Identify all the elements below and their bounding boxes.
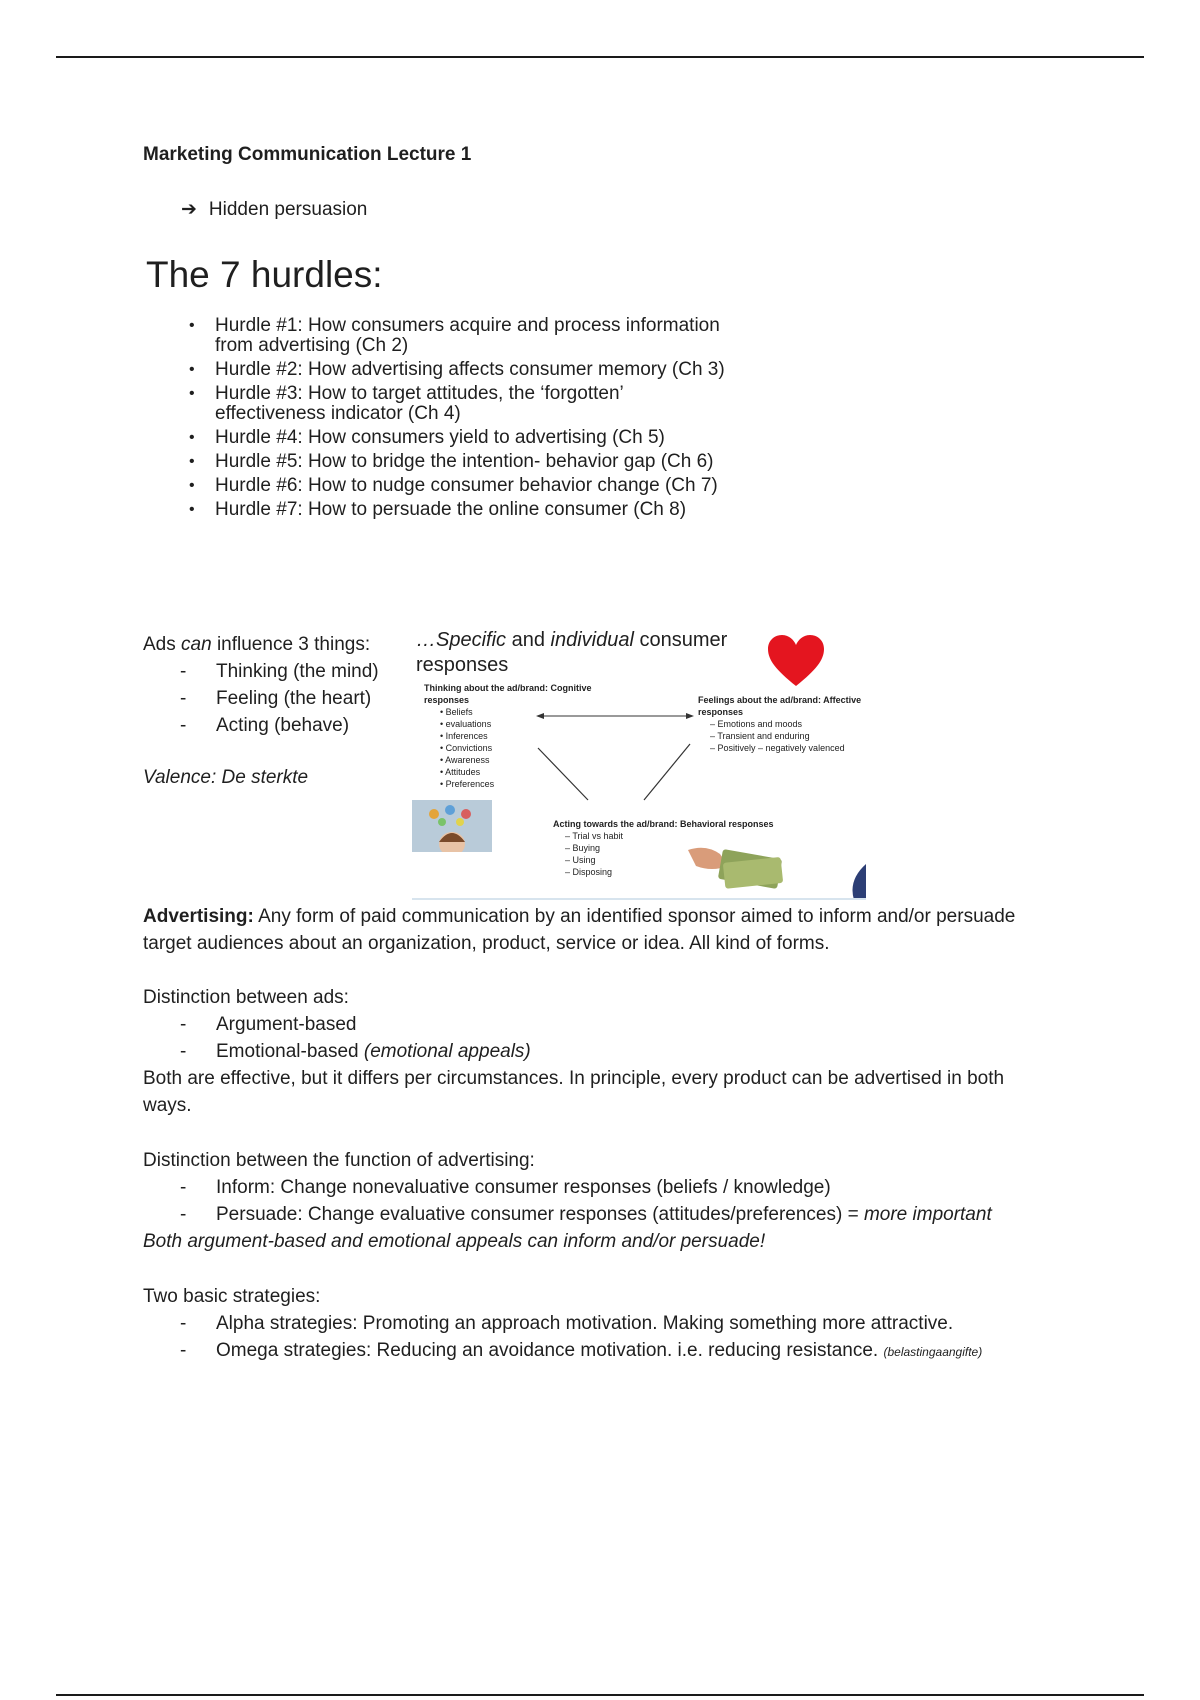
list-item: – Buying bbox=[565, 842, 775, 854]
list-item: • Hurdle #6: How to nudge consumer behavior change (Ch 7) bbox=[189, 476, 729, 496]
arrow-item bbox=[181, 198, 367, 221]
strategies bbox=[143, 1283, 1073, 1366]
list-item: • Hurdle #7: How to persuade the online consumer (Ch 8) bbox=[189, 500, 729, 520]
list-item: • evaluations bbox=[440, 718, 594, 730]
list-item: - Acting (behave) bbox=[180, 712, 413, 739]
slide-image bbox=[412, 628, 866, 900]
list-item: • Preferences bbox=[440, 778, 594, 790]
influence-block bbox=[143, 631, 413, 791]
right-arrow-icon: ➔ bbox=[181, 199, 197, 220]
list-item: - Persuade: Change evaluative consumer responses (attitudes/preferences) = more important bbox=[180, 1201, 1073, 1228]
list-item: • Hurdle #5: How to bridge the intention- behavior gap (Ch 6) bbox=[189, 452, 729, 472]
behavioral-responses: Acting towards the ad/brand: Behavioral responses – Trial vs habit – Buying – Using – Disposing bbox=[553, 818, 775, 878]
list-item: – Trial vs habit bbox=[565, 830, 775, 842]
slide-corner-decoration bbox=[848, 864, 866, 900]
list-item: – Disposing bbox=[565, 866, 775, 878]
list-item: • Hurdle #3: How to target attitudes, the ‘forgotten’ effectiveness indicator (Ch 4) bbox=[189, 384, 729, 424]
affective-responses: Feelings about the ad/brand: Affective responses – Emotions and moods – Transient and enduring – Positively – negatively valenced bbox=[698, 694, 866, 754]
list-item: - Inform: Change nonevaluative consumer responses (beliefs / knowledge) bbox=[180, 1174, 1073, 1201]
money-hand-icon bbox=[688, 842, 788, 892]
strategies-list bbox=[180, 1310, 1073, 1366]
list-item: - Thinking (the mind) bbox=[180, 658, 413, 685]
distinction-function bbox=[143, 1147, 1073, 1255]
list-item: • Hurdle #2: How advertising affects consumer memory (Ch 3) bbox=[189, 360, 729, 380]
distinction-function-note: Both argument-based and emotional appeals can inform and/or persuade! bbox=[143, 1231, 766, 1252]
list-item: • Inferences bbox=[440, 730, 594, 742]
top-rule bbox=[56, 56, 1144, 58]
slide-title: …Specific and individual consumer responses bbox=[416, 629, 728, 676]
cognitive-responses: Thinking about the ad/brand: Cognitive responses • Beliefs • evaluations • Inferences • Convictions • Awareness • Attitudes • Preferences bbox=[424, 682, 594, 790]
list-item: • Attitudes bbox=[440, 766, 594, 778]
list-item: • Awareness bbox=[440, 754, 594, 766]
list-item: – Using bbox=[565, 854, 775, 866]
document-title: Marketing Communication Lecture 1 bbox=[143, 144, 472, 165]
distinction-ads-note: Both are effective, but it differs per circumstances. In principle, every product can be advertised in both ways. bbox=[143, 1068, 1005, 1116]
arrow-item-text: Hidden persuasion bbox=[208, 199, 368, 220]
list-item: – Emotions and moods bbox=[710, 718, 866, 730]
distinction-ads-list bbox=[180, 1011, 1043, 1065]
list-item: - Emotional-based (emotional appeals) bbox=[180, 1038, 1043, 1065]
influence-list bbox=[180, 658, 413, 739]
list-item: - Feeling (the heart) bbox=[180, 685, 413, 712]
valence-note: Valence: De sterkte bbox=[143, 767, 309, 788]
strategies-heading: Two basic strategies: bbox=[143, 1286, 321, 1307]
list-item: - Argument-based bbox=[180, 1011, 1043, 1038]
list-item: - Alpha strategies: Promoting an approach motivation. Making something more attractive. bbox=[180, 1310, 1073, 1337]
distinction-ads bbox=[143, 984, 1043, 1119]
distinction-function-list bbox=[180, 1174, 1073, 1228]
list-item: • Hurdle #1: How consumers acquire and process information from advertising (Ch 2) bbox=[189, 316, 729, 356]
list-item: • Beliefs bbox=[440, 706, 594, 718]
thinking-person-icon bbox=[412, 800, 492, 852]
hurdles-heading: The 7 hurdles: bbox=[146, 254, 383, 295]
list-item: • Convictions bbox=[440, 742, 594, 754]
bottom-rule bbox=[56, 1694, 1144, 1696]
list-item: – Positively – negatively valenced bbox=[710, 742, 866, 754]
hurdles-list bbox=[189, 316, 729, 524]
list-item: – Transient and enduring bbox=[710, 730, 866, 742]
distinction-function-heading: Distinction between the function of advertising: bbox=[143, 1150, 535, 1171]
advertising-definition: Advertising: Any form of paid communication by an identified sponsor aimed to inform and/or persuade target audiences about an organization, product, service or idea. All kind of forms. bbox=[143, 906, 1016, 954]
influence-intro: Ads can influence 3 things: bbox=[143, 634, 371, 655]
list-item: • Hurdle #4: How consumers yield to advertising (Ch 5) bbox=[189, 428, 729, 448]
slide-bottom-bar bbox=[412, 898, 866, 900]
distinction-ads-heading: Distinction between ads: bbox=[143, 987, 349, 1008]
list-item: - Omega strategies: Reducing an avoidance motivation. i.e. reducing resistance. (belastingaangifte) bbox=[180, 1337, 1073, 1366]
